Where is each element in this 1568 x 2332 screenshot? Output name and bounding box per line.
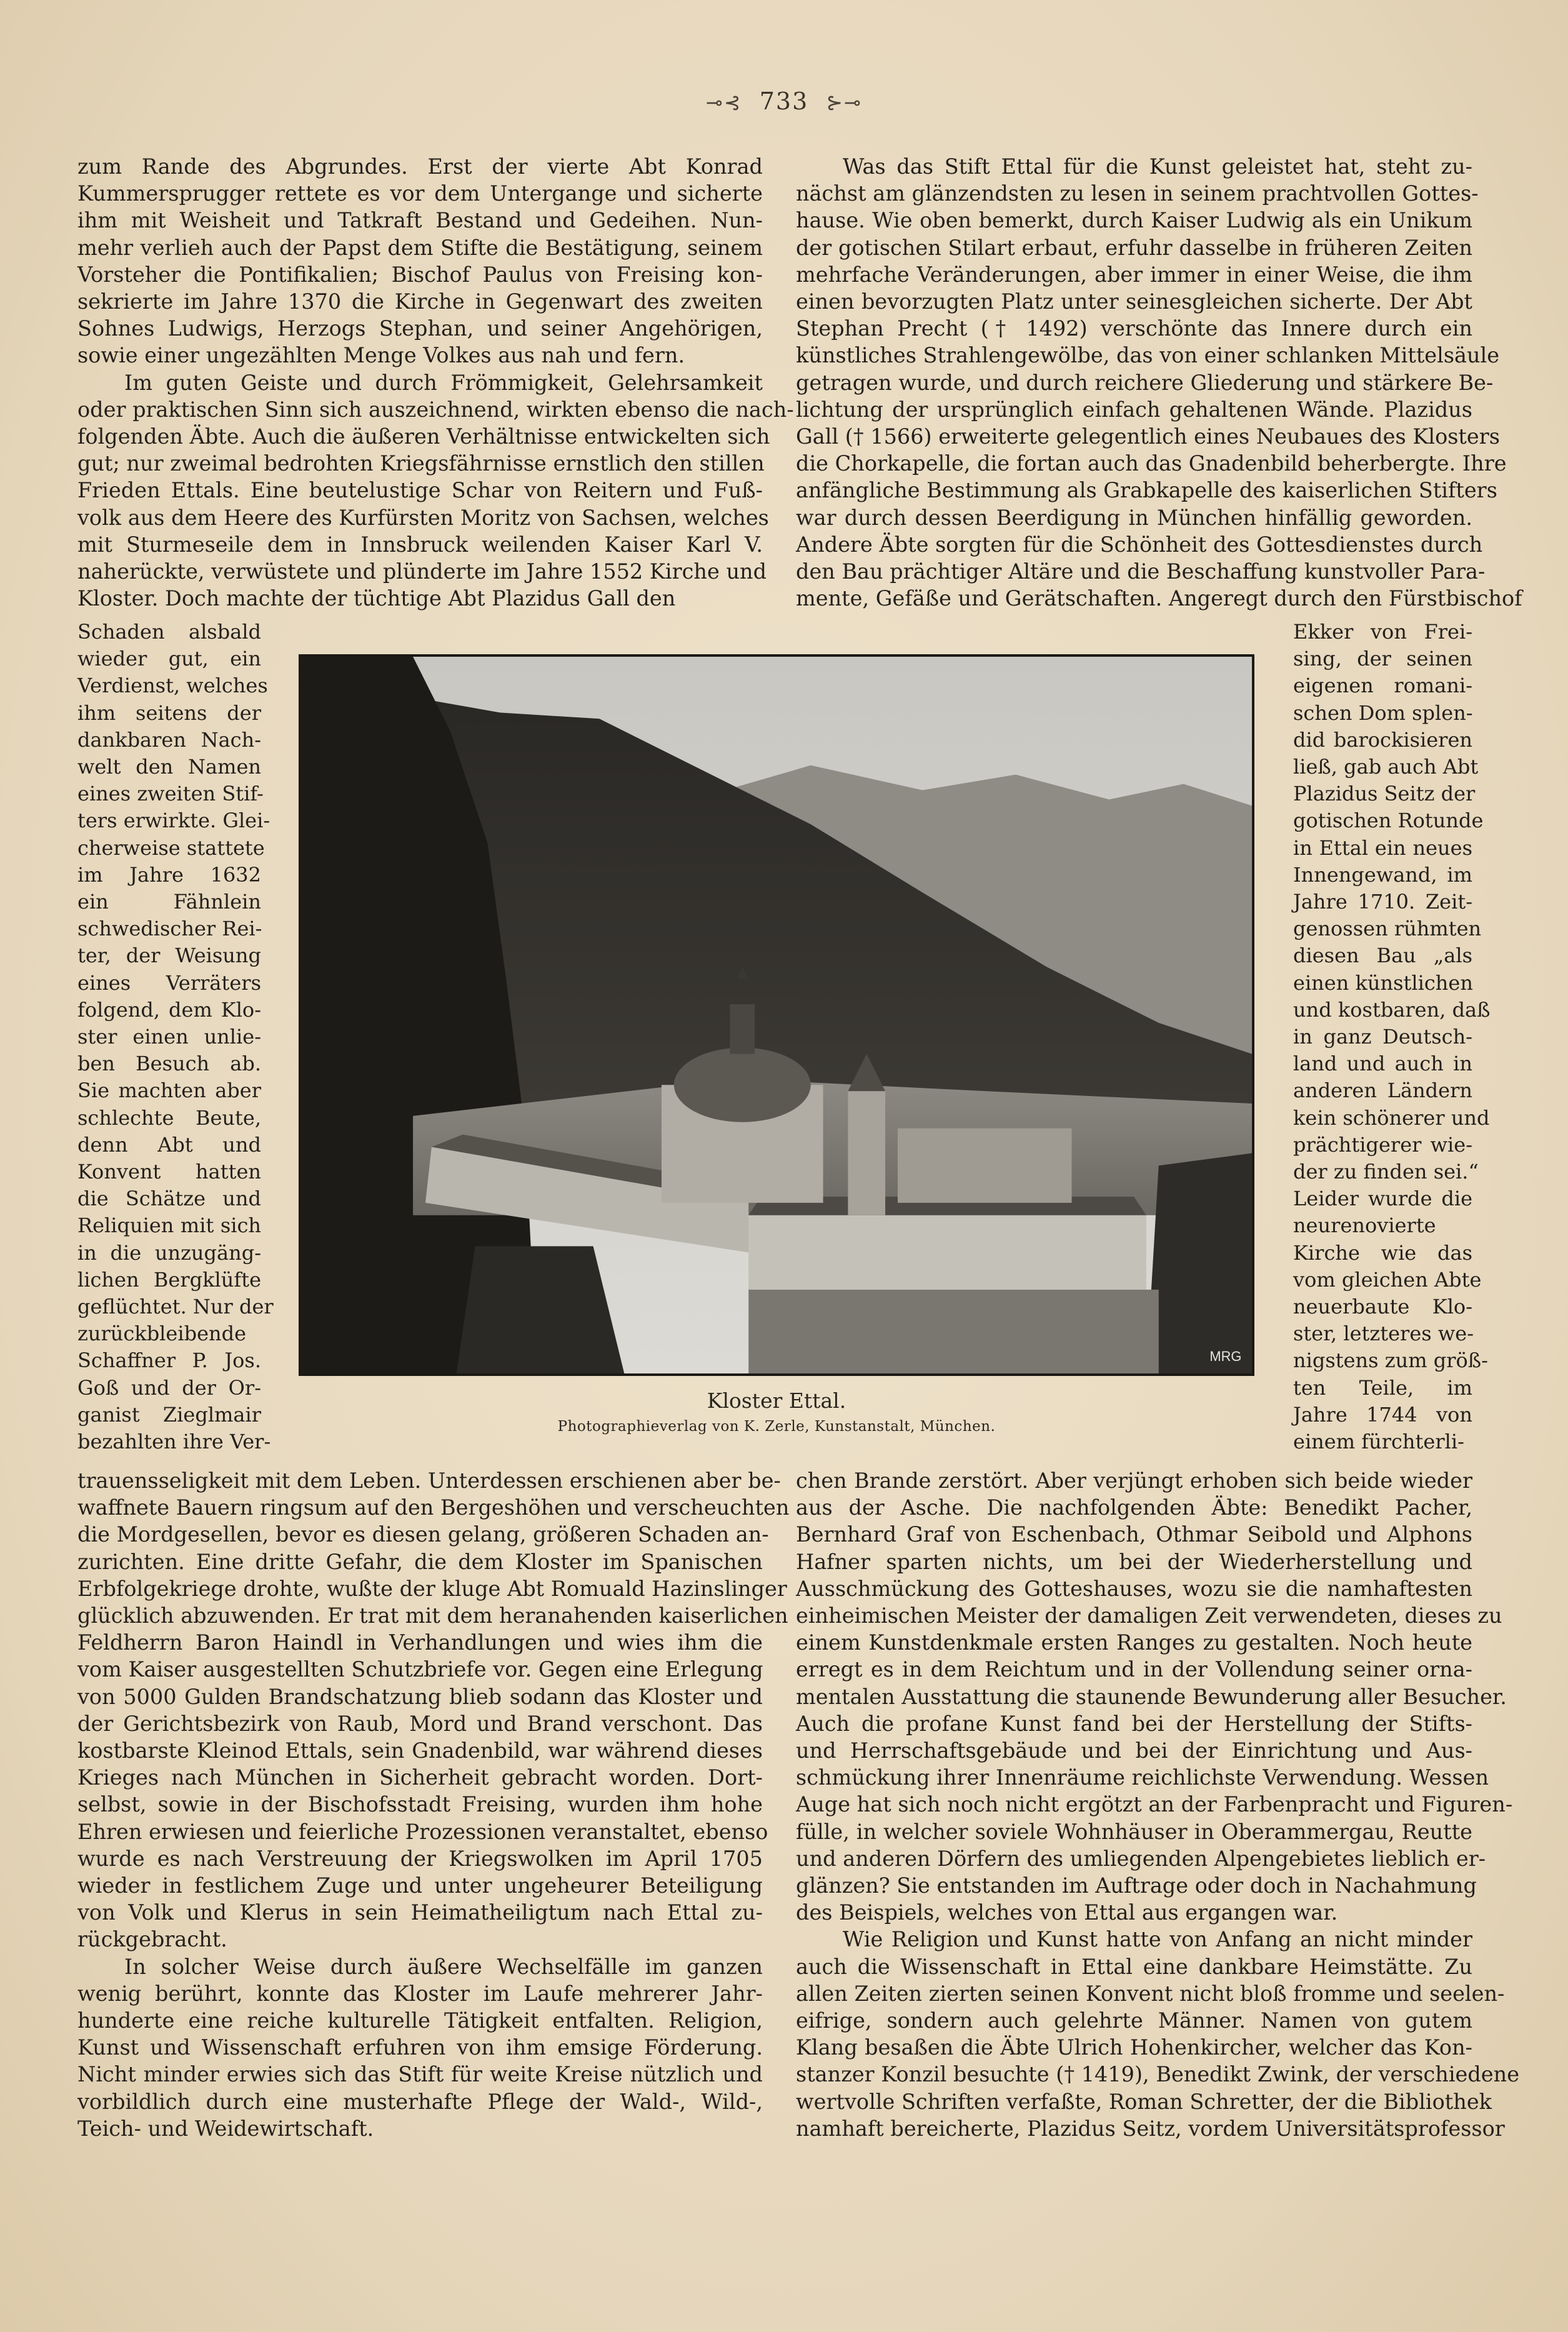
text-line: einen bevorzugten Platz unter seinesgleichen sicherte. Der Abt (796, 289, 1472, 314)
text-line: mentalen Ausstattung die staunende Bewunderung aller Besucher. (796, 1684, 1507, 1709)
text-line: Bernhard Graf von Eschenbach, Othmar Seibold und Alphons (796, 1522, 1472, 1547)
text-line: eifrige, sondern auch gelehrte Männer. Namen von gutem (796, 2008, 1472, 2033)
text-line: schmückung ihrer Innenräume reichlichste Verwendung. Wessen (796, 1765, 1489, 1790)
text-line: lichen Bergklüfte (77, 1267, 261, 1292)
text-line: allen Zeiten zierten seinen Konvent nicht bloß fromme und seelen- (796, 1981, 1505, 2006)
text-line: war durch dessen Beerdigung in München hinfällig geworden. (796, 505, 1472, 530)
south-wing (748, 1215, 1146, 1290)
text-line: mente, Gefäße und Gerätschaften. Angeregt durch den Fürstbischof (796, 586, 1522, 611)
text-line: welt den Namen (77, 755, 261, 779)
text-line: und anderen Dörfern des umliegenden Alpengebietes lieblich er- (796, 1846, 1486, 1871)
text-line: diesen Bau „als (1293, 944, 1472, 968)
text-line: Reliquien mit sich (77, 1213, 261, 1238)
text-line: wenig berührt, konnte das Kloster im Laufe mehrerer Jahr- (77, 1981, 763, 2006)
text-line: die Chorkapelle, die fortan auch das Gnadenbild beherbergte. Ihre (796, 451, 1507, 476)
ornament-left: ⊸⊰ (706, 91, 742, 114)
text-line: eines Verräters (77, 970, 261, 995)
text-line: Sohnes Ludwigs, Herzogs Stephan, und seiner Angehörigen, (77, 316, 763, 341)
text-line: getragen wurde, und durch reichere Gliederung und stärkere Be- (796, 370, 1494, 395)
photographer-signature: MRG (1209, 1348, 1242, 1365)
text-line: mit Sturmeseile dem in Innsbruck weilenden Kaiser Karl V. (77, 532, 763, 557)
text-line: nigstens zum größ- (1293, 1348, 1488, 1373)
church-dome (674, 1048, 811, 1122)
text-line: naherückte, verwüstete und plünderte im Jahre 1552 Kirche und (77, 559, 767, 584)
monastery-photograph (299, 654, 1254, 1376)
text-line: Stephan Precht († 1492) verschönte das Innere durch ein (796, 316, 1472, 341)
text-line: wurde es nach Verstreuung der Kriegswolken im April 1705 (77, 1846, 763, 1871)
text-line: ganist Zieglmair (77, 1402, 261, 1427)
text-line: der Gerichtsbezirk von Raub, Mord und Brand verschont. Das (77, 1711, 763, 1736)
text-line: Nicht minder erwies sich das Stift für weite Kreise nützlich und (77, 2062, 763, 2087)
text-line: einen künstlichen (1293, 970, 1473, 995)
text-line: Wie Religion und Kunst hatte von Anfang an nicht minder (843, 1927, 1472, 1952)
text-line: ihm mit Weisheit und Tatkraft Bestand und Gedeihen. Nun- (77, 208, 763, 233)
text-line: eines zweiten Stif- (77, 782, 264, 806)
text-line: Im guten Geiste und durch Frömmigkeit, Gelehrsamkeit (124, 370, 763, 395)
text-line: erregt es in dem Reichtum und in der Vollendung seiner orna- (796, 1657, 1472, 1682)
text-line: namhaft bereicherte, Plazidus Seitz, vordem Universitätsprofessor (796, 2116, 1505, 2141)
text-line: ter, der Weisung (77, 944, 261, 968)
text-line: Ekker von Frei- (1293, 620, 1472, 644)
left-column-bottom (77, 1467, 790, 2142)
text-line: zurichten. Eine dritte Gefahr, die dem Kloster im Spanischen (77, 1549, 763, 1574)
text-line: aus der Asche. Die nachfolgenden Äbte: Benedikt Pacher, (796, 1495, 1472, 1520)
text-line: von Volk und Klerus in sein Heimatheiligtum nach Ettal zu- (77, 1900, 763, 1925)
text-line: Gall († 1566) erweiterte gelegentlich eines Neubaues des Klosters (796, 424, 1500, 449)
text-line: einheimischen Meister der damaligen Zeit verwendeten, dieses zu (796, 1603, 1502, 1628)
text-line: Sie machten aber (77, 1079, 261, 1103)
text-line: ben Besuch ab. (77, 1052, 261, 1076)
text-line: Andere Äbte sorgten für die Schönheit des Gottesdienstes durch (796, 532, 1483, 557)
text-line: fülle, in welcher soviele Wohnhäuser in Oberammergau, Reutte (796, 1819, 1472, 1844)
text-line: Was das Stift Ettal für die Kunst geleistet hat, steht zu- (843, 154, 1472, 179)
text-line: Plazidus Seitz der (1293, 782, 1476, 806)
text-line: In solcher Weise durch äußere Wechselfälle im ganzen (124, 1954, 763, 1979)
left-column-narrow (77, 619, 274, 1455)
text-line: glücklich abzuwenden. Er trat mit dem heranahenden kaiserlichen (77, 1603, 788, 1628)
text-line: in die unzugäng- (77, 1240, 261, 1265)
text-line: selbst, sowie in der Bischofsstadt Freising, wurden ihm hohe (77, 1792, 763, 1817)
right-column-top (796, 153, 1522, 612)
text-line: die Schätze und (77, 1187, 261, 1211)
text-line: Ehren erwiesen und feierliche Prozessionen veranstaltet, ebenso (77, 1819, 768, 1844)
text-line: glänzen? Sie entstanden im Auftrage oder doch in Nachahmung (796, 1873, 1477, 1898)
page-number: 733 (759, 87, 809, 115)
text-line: Ausschmückung des Gotteshauses, wozu sie die namhaftesten (796, 1576, 1472, 1601)
text-line: lichtung der ursprünglich einfach gehaltenen Wände. Plazidus (796, 397, 1472, 422)
text-line: sing, der seinen (1293, 647, 1472, 671)
text-line: ein Fähnlein (77, 890, 261, 914)
text-line: künstliches Strahlengewölbe, das von einer schlanken Mittelsäule (796, 343, 1500, 368)
text-line: Jahre 1744 von (1293, 1402, 1472, 1427)
text-line: sowie einer ungezählten Menge Volkes aus nah und fern. (77, 343, 685, 368)
church-tower (848, 1091, 885, 1215)
text-line: hause. Wie oben bemerkt, durch Kaiser Ludwig als ein Unikum (796, 208, 1472, 233)
text-line: Kunst und Wissenschaft erfuhren von ihm emsige Förderung. (77, 2035, 763, 2060)
text-line: Feldherrn Baron Haindl in Verhandlungen und wies ihm die (77, 1630, 763, 1655)
text-line: sekrierte im Jahre 1370 die Kirche in Gegenwart des zweiten (77, 289, 763, 314)
east-buildings (898, 1129, 1072, 1203)
text-line: Kummersprugger rettete es vor dem Untergange und sicherte (77, 181, 763, 206)
text-line: Teich- und Weidewirtschaft. (77, 2116, 374, 2141)
text-line: wieder gut, ein (77, 647, 261, 671)
text-line: die Mordgesellen, bevor es diesen gelang, größeren Schaden an- (77, 1522, 769, 1547)
text-line: Jahre 1710. Zeit- (1293, 890, 1472, 914)
text-line: folgend, dem Klo- (77, 997, 261, 1022)
text-line: schwedischer Rei- (77, 917, 262, 941)
text-line: gotischen Rotunde (1293, 809, 1484, 833)
text-line: und Herrschaftsgebäude und bei der Einrichtung und Aus- (796, 1738, 1472, 1763)
text-line: Verdienst, welches (77, 674, 268, 698)
text-line: neurenovierte (1293, 1213, 1436, 1238)
text-line: Schaden alsbald (77, 620, 261, 644)
text-line: einem fürchterli- (1293, 1430, 1464, 1454)
text-line: Frieden Ettals. Eine beutelustige Schar von Reitern und Fuß- (77, 478, 763, 503)
text-line: eigenen romani- (1293, 674, 1472, 698)
text-line: in ganz Deutsch- (1293, 1025, 1472, 1049)
ornament-right: ⊱⊸ (826, 91, 862, 114)
text-line: zum Rande des Abgrundes. Erst der vierte Abt Konrad (77, 154, 763, 179)
text-line: wieder in festlichem Zuge und unter ungeheurer Beteiligung (77, 1873, 763, 1898)
text-line: Leider wurde die (1293, 1187, 1472, 1211)
text-line: anderen Ländern (1293, 1079, 1472, 1103)
foreground-trees-right (1146, 1153, 1252, 1373)
text-line: vom gleichen Abte (1293, 1267, 1482, 1292)
text-line: chen Brande zerstört. Aber verjüngt erhoben sich beide wieder (796, 1468, 1472, 1493)
text-line: Auch die profane Kunst fand bei der Herstellung der Stifts- (796, 1711, 1472, 1736)
text-line: den Bau prächtiger Altäre und die Beschaffung kunstvoller Para- (796, 559, 1486, 584)
text-line: Hafner sparten nichts, um bei der Wiederherstellung und (796, 1549, 1472, 1574)
text-line: vom Kaiser ausgestellten Schutzbriefe vor. Gegen eine Erlegung (77, 1657, 763, 1682)
text-line: Konvent hatten (77, 1160, 261, 1184)
right-column-narrow (1293, 619, 1491, 1455)
text-line: Vorsteher die Pontifikalien; Bischof Paulus von Freising kon- (77, 262, 763, 287)
text-line: und kostbaren, daß (1293, 997, 1491, 1022)
page-header (0, 87, 1568, 115)
text-line: did barockisieren (1293, 727, 1472, 752)
text-line: Kloster. Doch machte der tüchtige Abt Plazidus Gall den (77, 586, 676, 611)
text-line: auch die Wissenschaft in Ettal eine dankbare Heimstätte. Zu (796, 1954, 1472, 1979)
text-line: vorbildlich durch eine musterhafte Pflege der Wald-, Wild-, (77, 2089, 763, 2114)
text-line: dankbaren Nach- (77, 727, 261, 752)
text-line: einem Kunstdenkmale ersten Ranges zu gestalten. Noch heute (796, 1630, 1472, 1655)
photo-landscape (301, 657, 1252, 1373)
text-line: volk aus dem Heere des Kurfürsten Moritz von Sachsen, welches (77, 505, 769, 530)
text-line: der gotischen Stilart erbaut, erfuhr dasselbe in früheren Zeiten (796, 235, 1472, 260)
text-line: prächtigerer wie- (1293, 1132, 1472, 1157)
text-line: geflüchtet. Nur der (77, 1295, 274, 1319)
text-line: stanzer Konzil besuchte († 1419), Benedikt Zwink, der verschiedene (796, 2062, 1520, 2087)
text-line: neuerbaute Klo- (1293, 1295, 1472, 1319)
text-line: ters erwirkte. Glei- (77, 809, 270, 833)
text-line: mehrfache Veränderungen, aber immer in einer Weise, die ihm (796, 262, 1472, 287)
text-line: kein schönerer und (1293, 1105, 1490, 1130)
figure-caption: Kloster Ettal. (707, 1388, 846, 1413)
left-column-top (77, 153, 794, 612)
text-line: kostbarste Kleinod Ettals, sein Gnadenbild, war während dieses (77, 1738, 763, 1763)
text-line: bezahlten ihre Ver- (77, 1430, 271, 1454)
text-line: mehr verlieh auch der Papst dem Stifte die Bestätigung, seinem (77, 235, 763, 260)
text-line: zurückbleibende (77, 1322, 247, 1346)
figure-credit: Photographieverlag von K. Zerle, Kunstanstalt, München. (557, 1418, 996, 1435)
text-line: ließ, gab auch Abt (1293, 755, 1479, 779)
text-line: trauensseligkeit mit dem Leben. Unterdessen erschienen aber be- (77, 1468, 781, 1493)
text-line: denn Abt und (77, 1132, 261, 1157)
text-line: anfängliche Bestimmung als Grabkapelle des kaiserlichen Stifters (796, 478, 1497, 503)
text-line: schlechte Beute, (77, 1105, 261, 1130)
text-line: waffnete Bauern ringsum auf den Bergeshöhen und verscheuchten (77, 1495, 790, 1520)
text-line: gut; nur zweimal bedrohten Kriegsfährnisse ernstlich den stillen (77, 451, 765, 476)
text-line: von 5000 Gulden Brandschatzung blieb sodann das Kloster und (77, 1684, 763, 1709)
text-line: ster, letzteres we- (1293, 1322, 1474, 1346)
text-line: Auge hat sich noch nicht ergötzt an der Farbenpracht und Figuren- (796, 1792, 1513, 1817)
text-line: Innengewand, im (1293, 862, 1472, 887)
lower-meadow (748, 1290, 1159, 1373)
text-line: land und auch in (1293, 1052, 1472, 1076)
text-line: schen Dom splen- (1293, 700, 1473, 725)
text-line: im Jahre 1632 (77, 862, 261, 887)
text-line: Goß und der Or- (77, 1375, 261, 1400)
text-line: Erbfolgekriege drohte, wußte der kluge Abt Romuald Hazinslinger (77, 1576, 787, 1601)
text-line: Krieges nach München in Sicherheit gebracht worden. Dort- (77, 1765, 763, 1790)
text-line: Klang besaßen die Äbte Ulrich Hohenkircher, welcher das Kon- (796, 2035, 1472, 2060)
text-line: Kirche wie das (1293, 1240, 1472, 1265)
text-line: in Ettal ein neues (1293, 835, 1472, 860)
text-line: rückgebracht. (77, 1927, 227, 1952)
text-line: ten Teile, im (1293, 1375, 1472, 1400)
text-line: hunderte eine reiche kulturelle Tätigkeit entfalten. Religion, (77, 2008, 763, 2033)
lantern (730, 1004, 755, 1054)
text-line: oder praktischen Sinn sich auszeichnend, wirkten ebenso die nach- (77, 397, 794, 422)
text-line: ihm seitens der (77, 700, 261, 725)
text-line: ster einen unlie- (77, 1025, 261, 1049)
text-line: der zu finden sei.“ (1293, 1160, 1479, 1184)
text-line: des Beispiels, welches von Ettal aus ergangen war. (796, 1900, 1338, 1925)
text-line: cherweise stattete (77, 835, 265, 860)
right-column-bottom (796, 1467, 1520, 2142)
text-line: Schaffner P. Jos. (77, 1348, 261, 1373)
text-line: wertvolle Schriften verfaßte, Roman Schretter, der die Bibliothek (796, 2089, 1492, 2114)
text-line: nächst am glänzendsten zu lesen in seinem prachtvollen Gottes- (796, 181, 1479, 206)
text-line: genossen rühmten (1293, 917, 1482, 941)
text-line: folgenden Äbte. Auch die äußeren Verhältnisse entwickelten sich (77, 424, 770, 449)
